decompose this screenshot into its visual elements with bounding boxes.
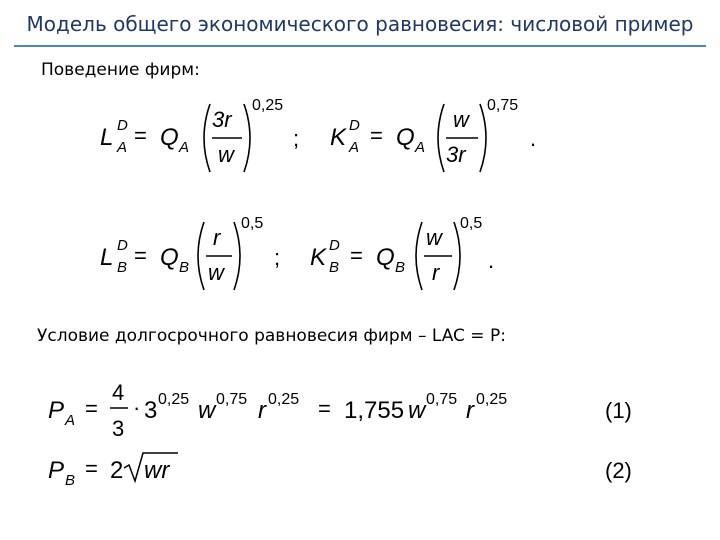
exponent: 0,25	[252, 97, 284, 114]
equals-sign: =	[370, 123, 383, 148]
subscript: A	[117, 139, 128, 156]
subscript: A	[415, 139, 426, 156]
formula-labor-demand-a	[100, 90, 320, 180]
equation-number: (2)	[605, 458, 632, 483]
numerator: w	[426, 225, 442, 250]
firm-behavior-heading: Поведение фирм:	[41, 60, 200, 80]
variable-r: r	[466, 397, 474, 424]
formula-capital-demand-a	[330, 90, 550, 180]
symbol: Q	[160, 124, 179, 151]
subscript: B	[117, 259, 128, 276]
equals-sign: =	[85, 396, 98, 421]
title-divider	[14, 45, 706, 47]
coefficient: 1,755	[344, 397, 405, 424]
fraction-numerator: 4	[112, 380, 125, 405]
equilibrium-condition-heading: Условие долгосрочного равновесия фирм – LAC = P:	[37, 326, 506, 346]
left-paren	[438, 104, 444, 172]
exponent: 0,5	[241, 215, 264, 232]
equals-sign: =	[134, 123, 147, 148]
left-paren	[198, 222, 204, 290]
subscript: B	[395, 259, 406, 276]
equation-number: (1)	[605, 398, 632, 423]
subscript: B	[65, 472, 76, 489]
symbol: L	[100, 244, 114, 271]
formula-capital-demand-b	[310, 210, 510, 300]
numerator: 3r	[212, 107, 232, 132]
variable-w: w	[198, 397, 216, 424]
fraction-denominator: 3	[112, 416, 125, 441]
subscript: B	[329, 259, 340, 276]
superscript: D	[329, 237, 340, 254]
separator: .	[530, 126, 537, 151]
right-paren	[454, 222, 460, 290]
exponent: 0,75	[426, 391, 458, 408]
symbol: K	[330, 124, 347, 151]
symbol: Q	[160, 244, 179, 271]
subscript: A	[349, 139, 360, 156]
exponent: 0,25	[268, 391, 300, 408]
right-paren	[234, 222, 240, 290]
subscript: A	[65, 412, 76, 429]
slide-title: Модель общего экономического равновесия: числовой пример	[26, 12, 694, 36]
exponent: 0,75	[487, 97, 519, 114]
equals-sign: =	[134, 243, 147, 268]
left-paren	[416, 222, 422, 290]
exponent: 0,5	[460, 215, 483, 232]
denominator: w	[208, 260, 224, 285]
symbol: P	[48, 397, 65, 424]
equals-sign: =	[318, 396, 331, 421]
equals-sign: =	[85, 456, 98, 481]
subscript: A	[179, 139, 190, 156]
left-paren	[204, 104, 210, 172]
right-paren	[480, 104, 486, 172]
superscript: D	[117, 117, 128, 134]
multiplication-dot: ·	[133, 395, 141, 420]
symbol: P	[48, 457, 65, 484]
exponent: 0,25	[476, 391, 508, 408]
superscript: D	[117, 237, 128, 254]
symbol: Q	[396, 124, 415, 151]
equals-sign: =	[350, 243, 363, 268]
numerator: w	[453, 107, 469, 132]
exponent: 0,25	[158, 391, 190, 408]
denominator: r	[432, 260, 440, 285]
base: 3	[144, 397, 158, 424]
variable-r: r	[258, 397, 266, 424]
formula-price-a	[48, 378, 648, 448]
symbol: Q	[376, 244, 395, 271]
numerator: r	[213, 225, 221, 250]
denominator: 3r	[446, 142, 466, 167]
superscript: D	[349, 117, 360, 134]
separator: .	[488, 248, 495, 273]
formula-labor-demand-b	[100, 210, 300, 300]
separator: ;	[274, 245, 281, 270]
symbol: K	[310, 244, 327, 271]
formula-price-b	[48, 448, 648, 498]
separator: ;	[293, 126, 300, 151]
symbol: L	[100, 124, 114, 151]
variable-w: w	[408, 397, 426, 424]
radicand: wr	[144, 457, 170, 484]
exponent: 0,75	[216, 391, 248, 408]
coefficient: 2	[110, 457, 124, 484]
denominator: w	[218, 142, 234, 167]
right-paren	[244, 104, 250, 172]
subscript: B	[179, 259, 190, 276]
